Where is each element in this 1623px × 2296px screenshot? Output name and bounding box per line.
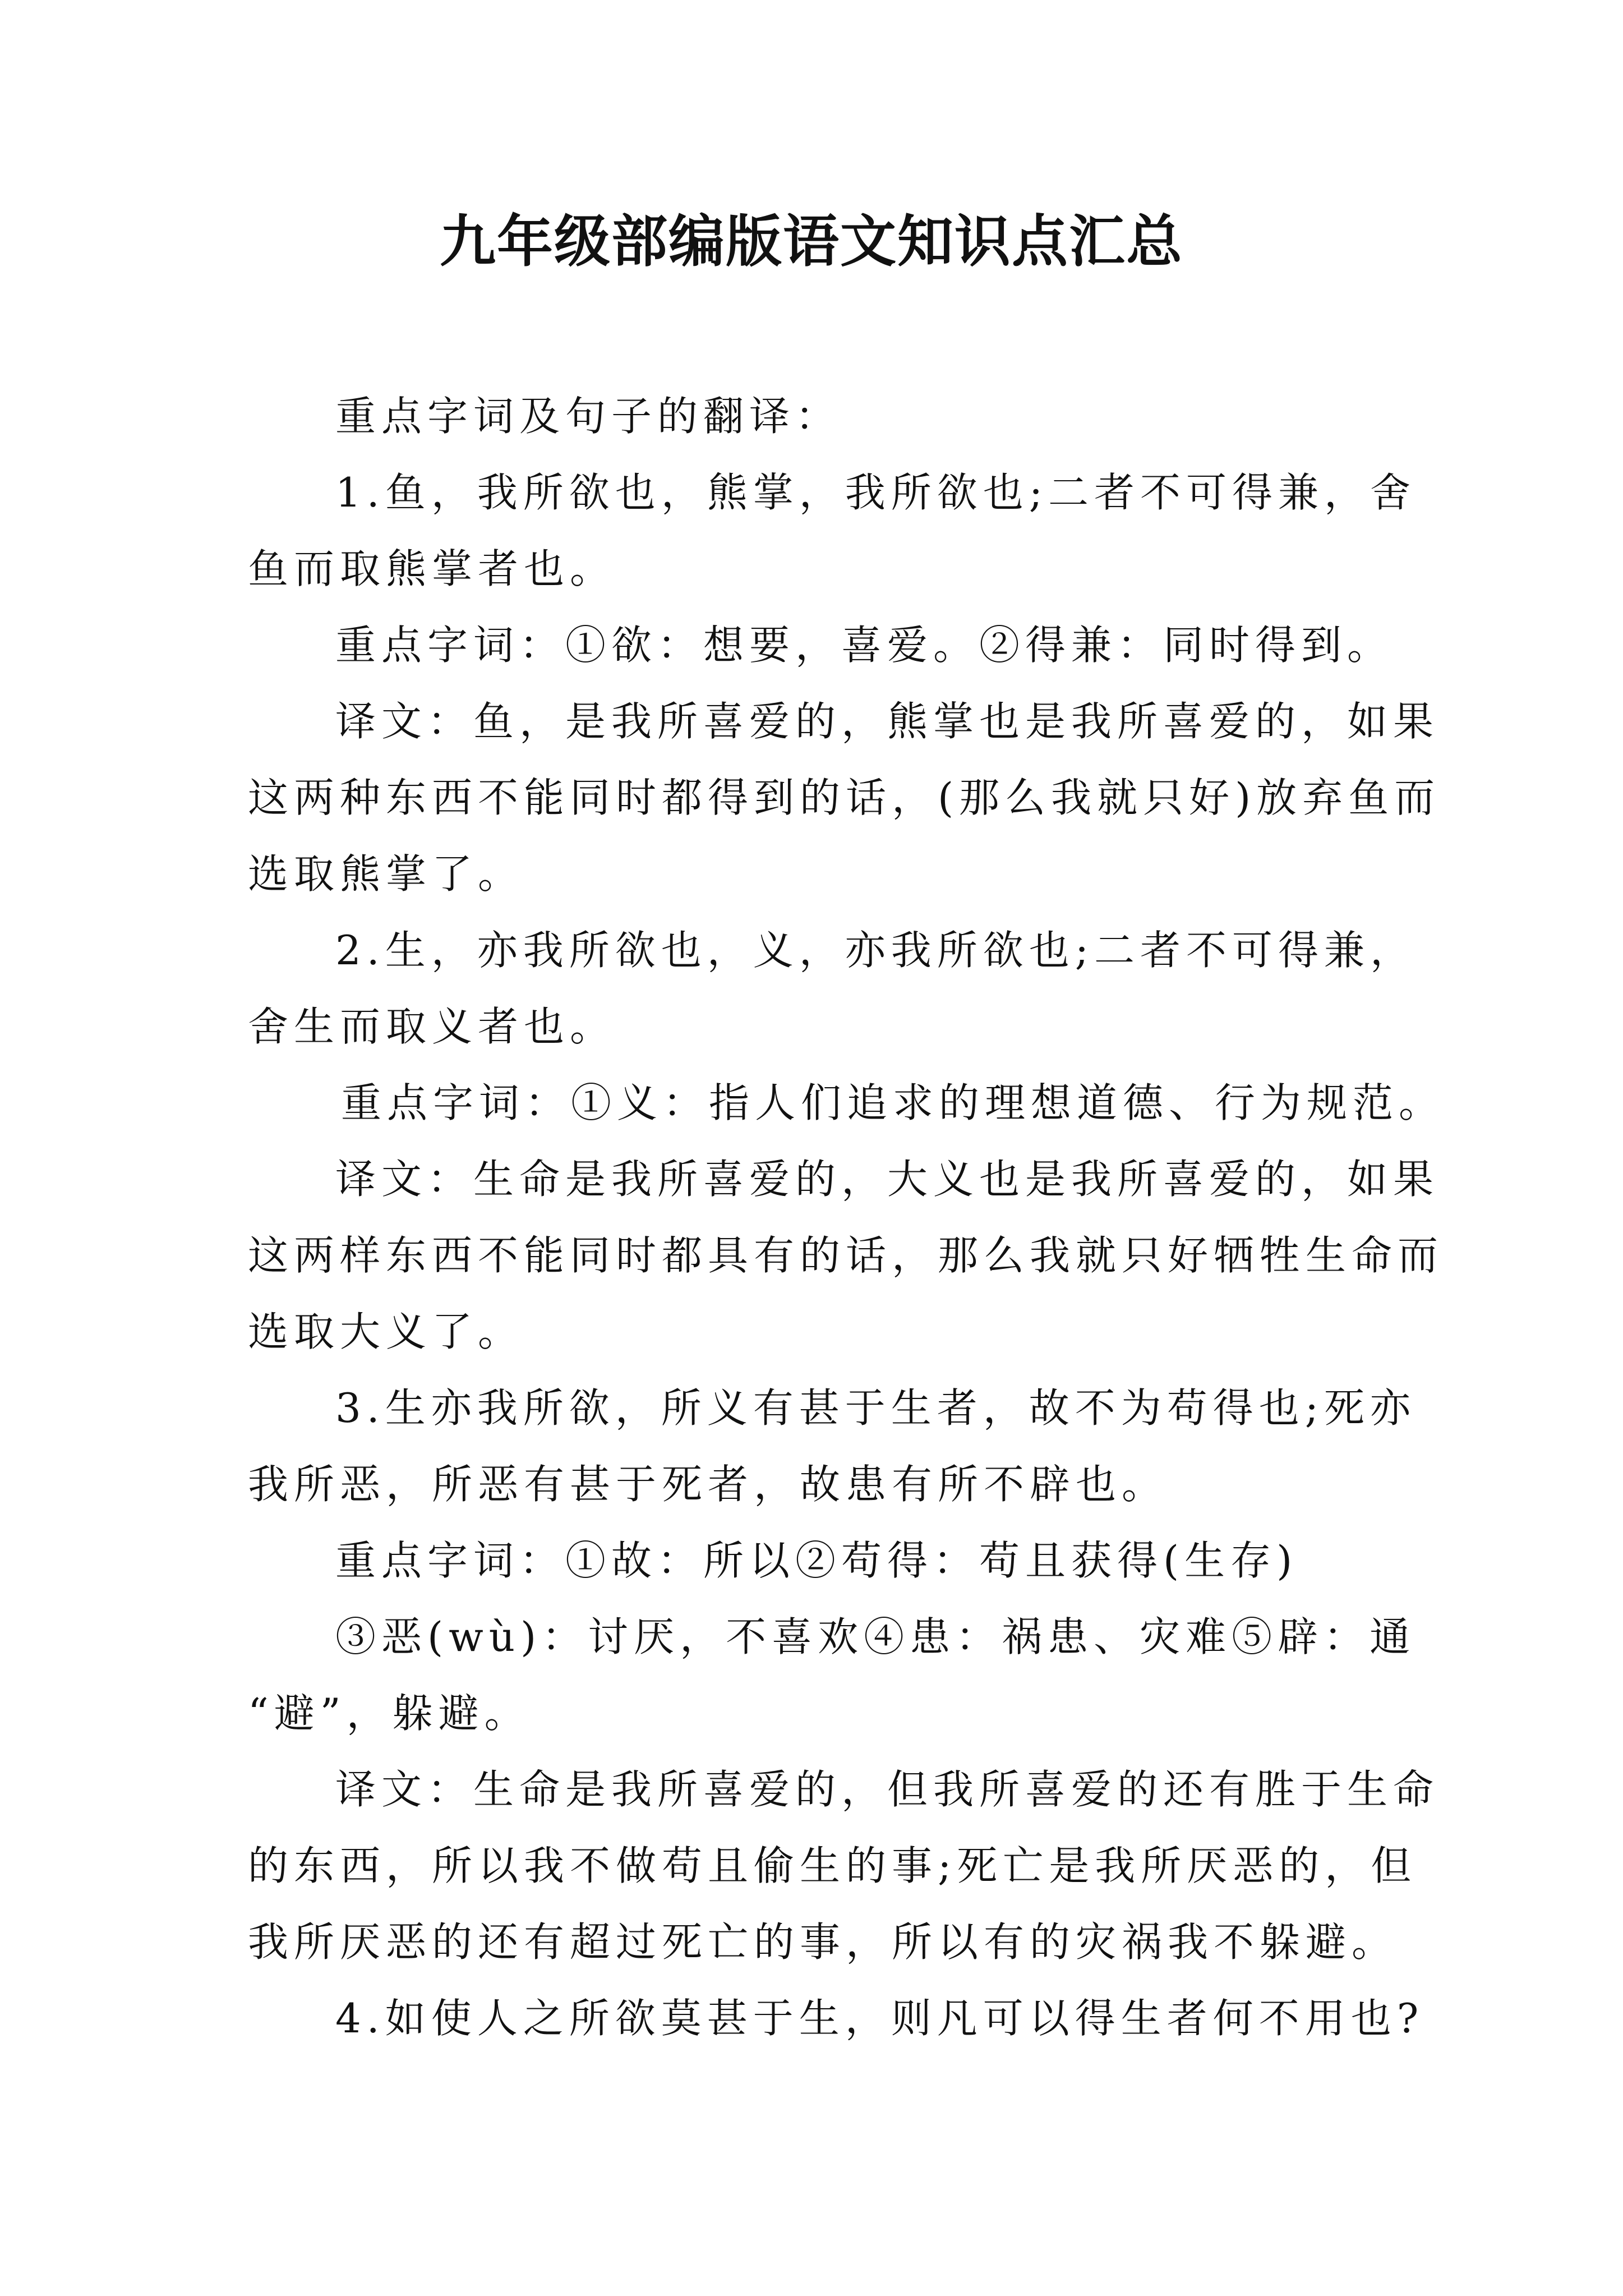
body-line: “避”，躲避。 <box>248 1690 531 1737</box>
body-line: 1.鱼，我所欲也，熊掌，我所欲也;二者不可得兼，舍 <box>335 469 1416 516</box>
body-line: 鱼而取熊掌者也。 <box>248 545 616 592</box>
body-line: 选取大义了。 <box>248 1308 524 1355</box>
body-line: 这两样东西不能同时都具有的话，那么我就只好牺牲生命而 <box>248 1232 1444 1279</box>
body-line: 2.生，亦我所欲也，义，亦我所欲也;二者不可得兼， <box>335 927 1416 974</box>
body-line: 的东西，所以我不做苟且偷生的事;死亡是我所厌恶的，但 <box>248 1842 1417 1889</box>
body-line: 4.如使人之所欲莫甚于生，则凡可以得生者何不用也? <box>335 1995 1424 2042</box>
body-line: 这两种东西不能同时都得到的话，(那么我就只好)放弃鱼而 <box>248 774 1441 821</box>
body-line: 译文：生命是我所喜爱的，但我所喜爱的还有胜于生命 <box>335 1766 1440 1813</box>
body-line: 译文：生命是我所喜爱的，大义也是我所喜爱的，如果 <box>335 1156 1440 1203</box>
body-line: 重点字词：①义：指人们追求的理想道德、行为规范。 <box>341 1079 1445 1126</box>
body-line: 重点字词：①故：所以②苟得：苟且获得(生存) <box>335 1537 1298 1584</box>
body-line: 我所厌恶的还有超过死亡的事，所以有的灾祸我不躲避。 <box>248 1918 1398 1966</box>
page-title: 九年级部编版语文知识点汇总 <box>440 208 1183 274</box>
body-line: 3.生亦我所欲，所义有甚于生者，故不为苟得也;死亦 <box>335 1384 1416 1432</box>
body-line: 译文：鱼，是我所喜爱的，熊掌也是我所喜爱的，如果 <box>335 698 1440 745</box>
body-line: 重点字词：①欲：想要，喜爱。②得兼：同时得到。 <box>335 622 1394 669</box>
body-line: 选取熊掌了。 <box>248 850 524 898</box>
body-line: 我所恶，所恶有甚于死者，故患有所不辟也。 <box>248 1461 1168 1508</box>
body-line: 舍生而取义者也。 <box>248 1003 616 1050</box>
section-heading: 重点字词及句子的翻译： <box>335 393 842 440</box>
body-line: ③恶(wù)：讨厌，不喜欢④患：祸患、灾难⑤辟：通 <box>335 1613 1416 1660</box>
